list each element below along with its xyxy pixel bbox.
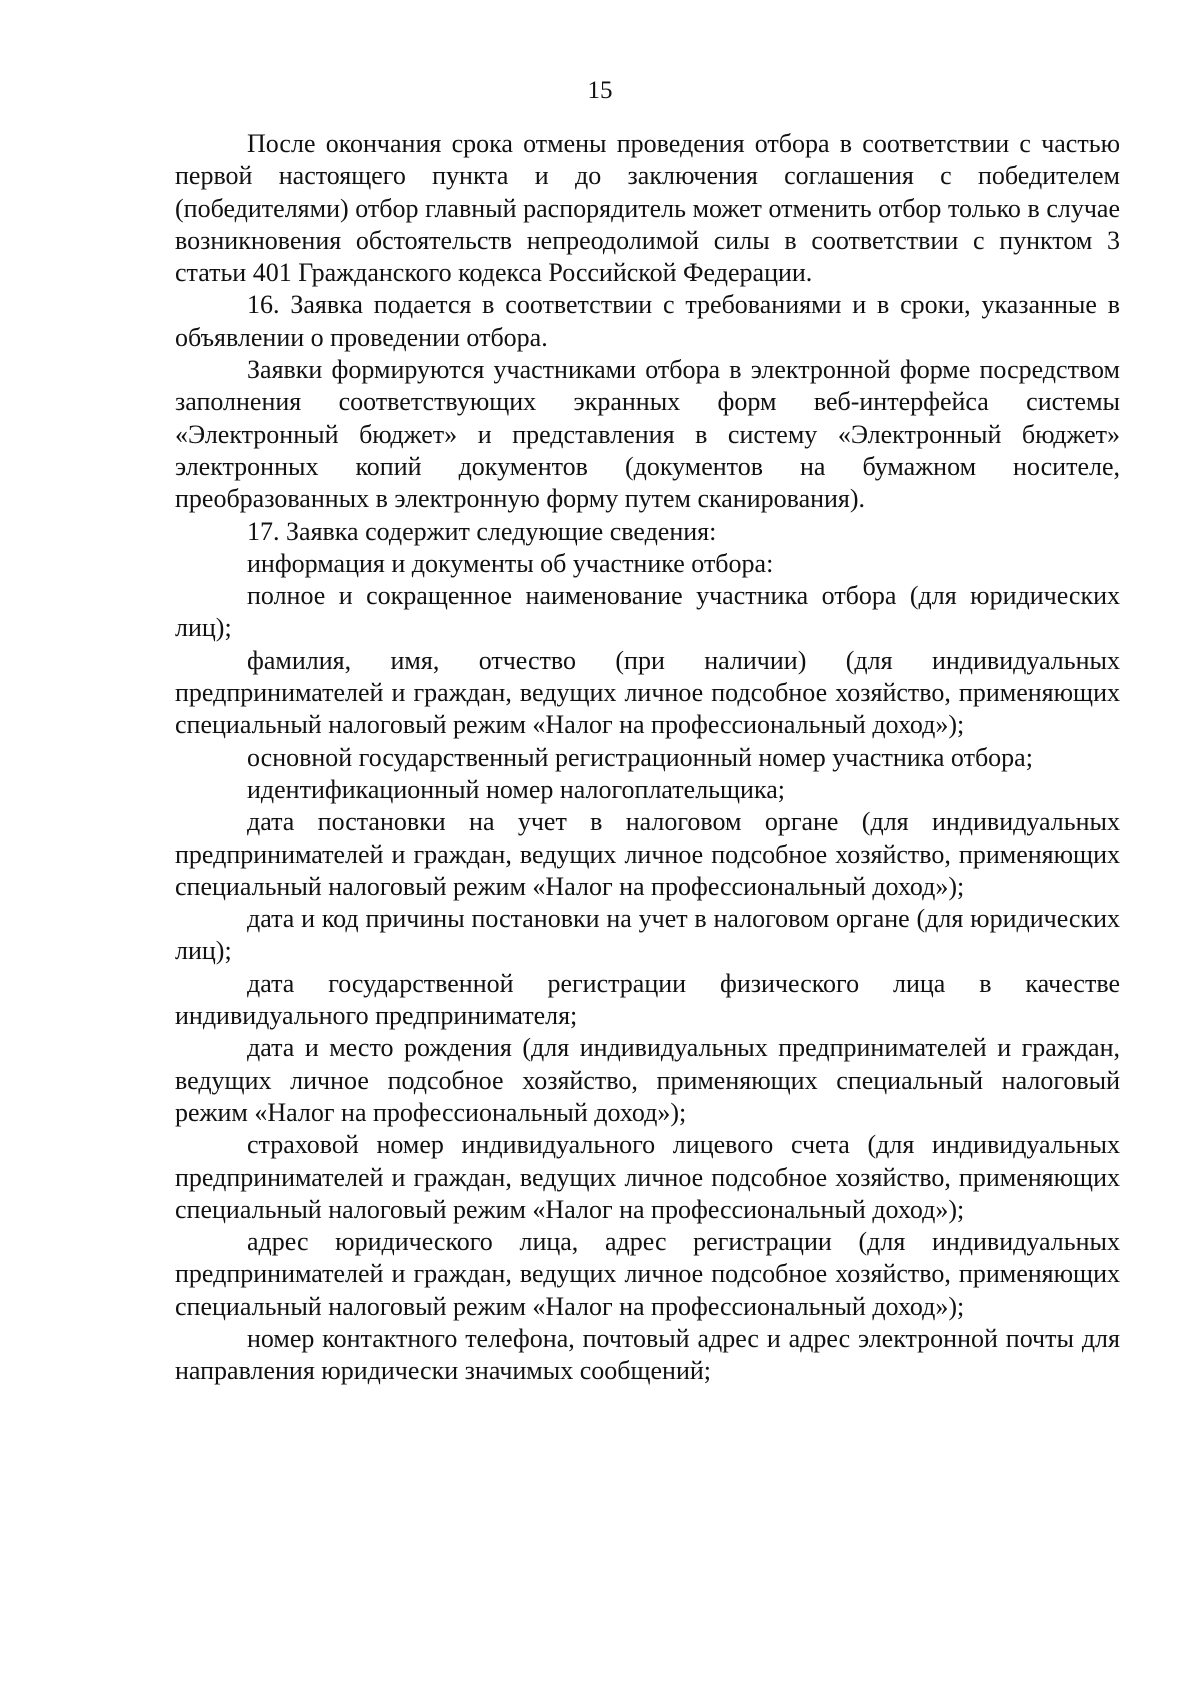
paragraph-cancellation-after-deadline: После окончания срока отмены проведения отбора в соответствии с частью первой настоящего пункта и до заключения соглашения с победителем (победителями) отбор главный распорядитель может отменить отбор только в случае возникновения обстоятельств непреодолимой силы в соответствии с пунктом 3 статьи 401 Гражданского кодекса Российской Федерации. [175, 129, 1120, 288]
paragraph-inn: идентификационный номер налогоплательщика; [247, 774, 785, 804]
paragraph-tax-registration-code: дата и код причины постановки на учет в налоговом органе (для юридических лиц); [175, 904, 1120, 966]
paragraph-address: адрес юридического лица, адрес регистрации (для индивидуальных предпринимателей и граждан, ведущих личное подсобное хозяйство, применяющих специальный налоговый режим «Налог на профессиональный доход»); [175, 1227, 1120, 1321]
paragraph-contacts: номер контактного телефона, почтовый адрес и адрес электронной почты для направления юридически значимых сообщений; [175, 1323, 1120, 1386]
paragraph-ogrn: основной государственный регистрационный номер участника отбора; [247, 742, 1033, 772]
paragraph-full-name: фамилия, имя, отчество (при наличии) (для индивидуальных предпринимателей и граждан, ведущих личное подсобное хозяйство, применяющих специальный налоговый режим «Налог на профессиональный доход»); [175, 645, 1120, 740]
document-body [175, 128, 1120, 1388]
paragraph-full-short-name: полное и сокращенное наименование участника отбора (для юридических лиц); [175, 581, 1120, 643]
paragraph-item-16: 16. Заявка подается в соответствии с требованиями и в сроки, указанные в объявлении о проведении отбора. [175, 290, 1120, 352]
paragraph-participant-info: информация и документы об участнике отбора: [247, 548, 774, 578]
paragraph-state-registration-date: дата государственной регистрации физического лица в качестве индивидуального предпринимателя; [175, 968, 1120, 1031]
paragraph-snils: страховой номер индивидуального лицевого счета (для индивидуальных предпринимателей и граждан, ведущих личное подсобное хозяйство, применяющих специальный налоговый режим «Налог на профессиональный доход»); [175, 1130, 1120, 1224]
paragraph-tax-registration-date: дата постановки на учет в налоговом органе (для индивидуальных предпринимателей и граждан, ведущих личное подсобное хозяйство, применяющих специальный налоговый режим «Налог на профессиональный доход»); [175, 807, 1120, 901]
paragraph-item-17: 17. Заявка содержит следующие сведения: [247, 516, 717, 546]
page-number: 15 [587, 77, 613, 104]
paragraph-birth-date-place: дата и место рождения (для индивидуальных предпринимателей и граждан, ведущих личное подсобное хозяйство, применяющих специальный налоговый режим «Налог на профессиональный доход»); [175, 1033, 1120, 1127]
paragraph-electronic-form: Заявки формируются участниками отбора в электронной форме посредством заполнения соответствующих экранных форм веб-интерфейса системы «Электронный бюджет» и представления в систему «Электронный бюджет» электронных копий документов (документов на бумажном носителе, преобразованных в электронную форму путем сканирования). [175, 355, 1120, 514]
